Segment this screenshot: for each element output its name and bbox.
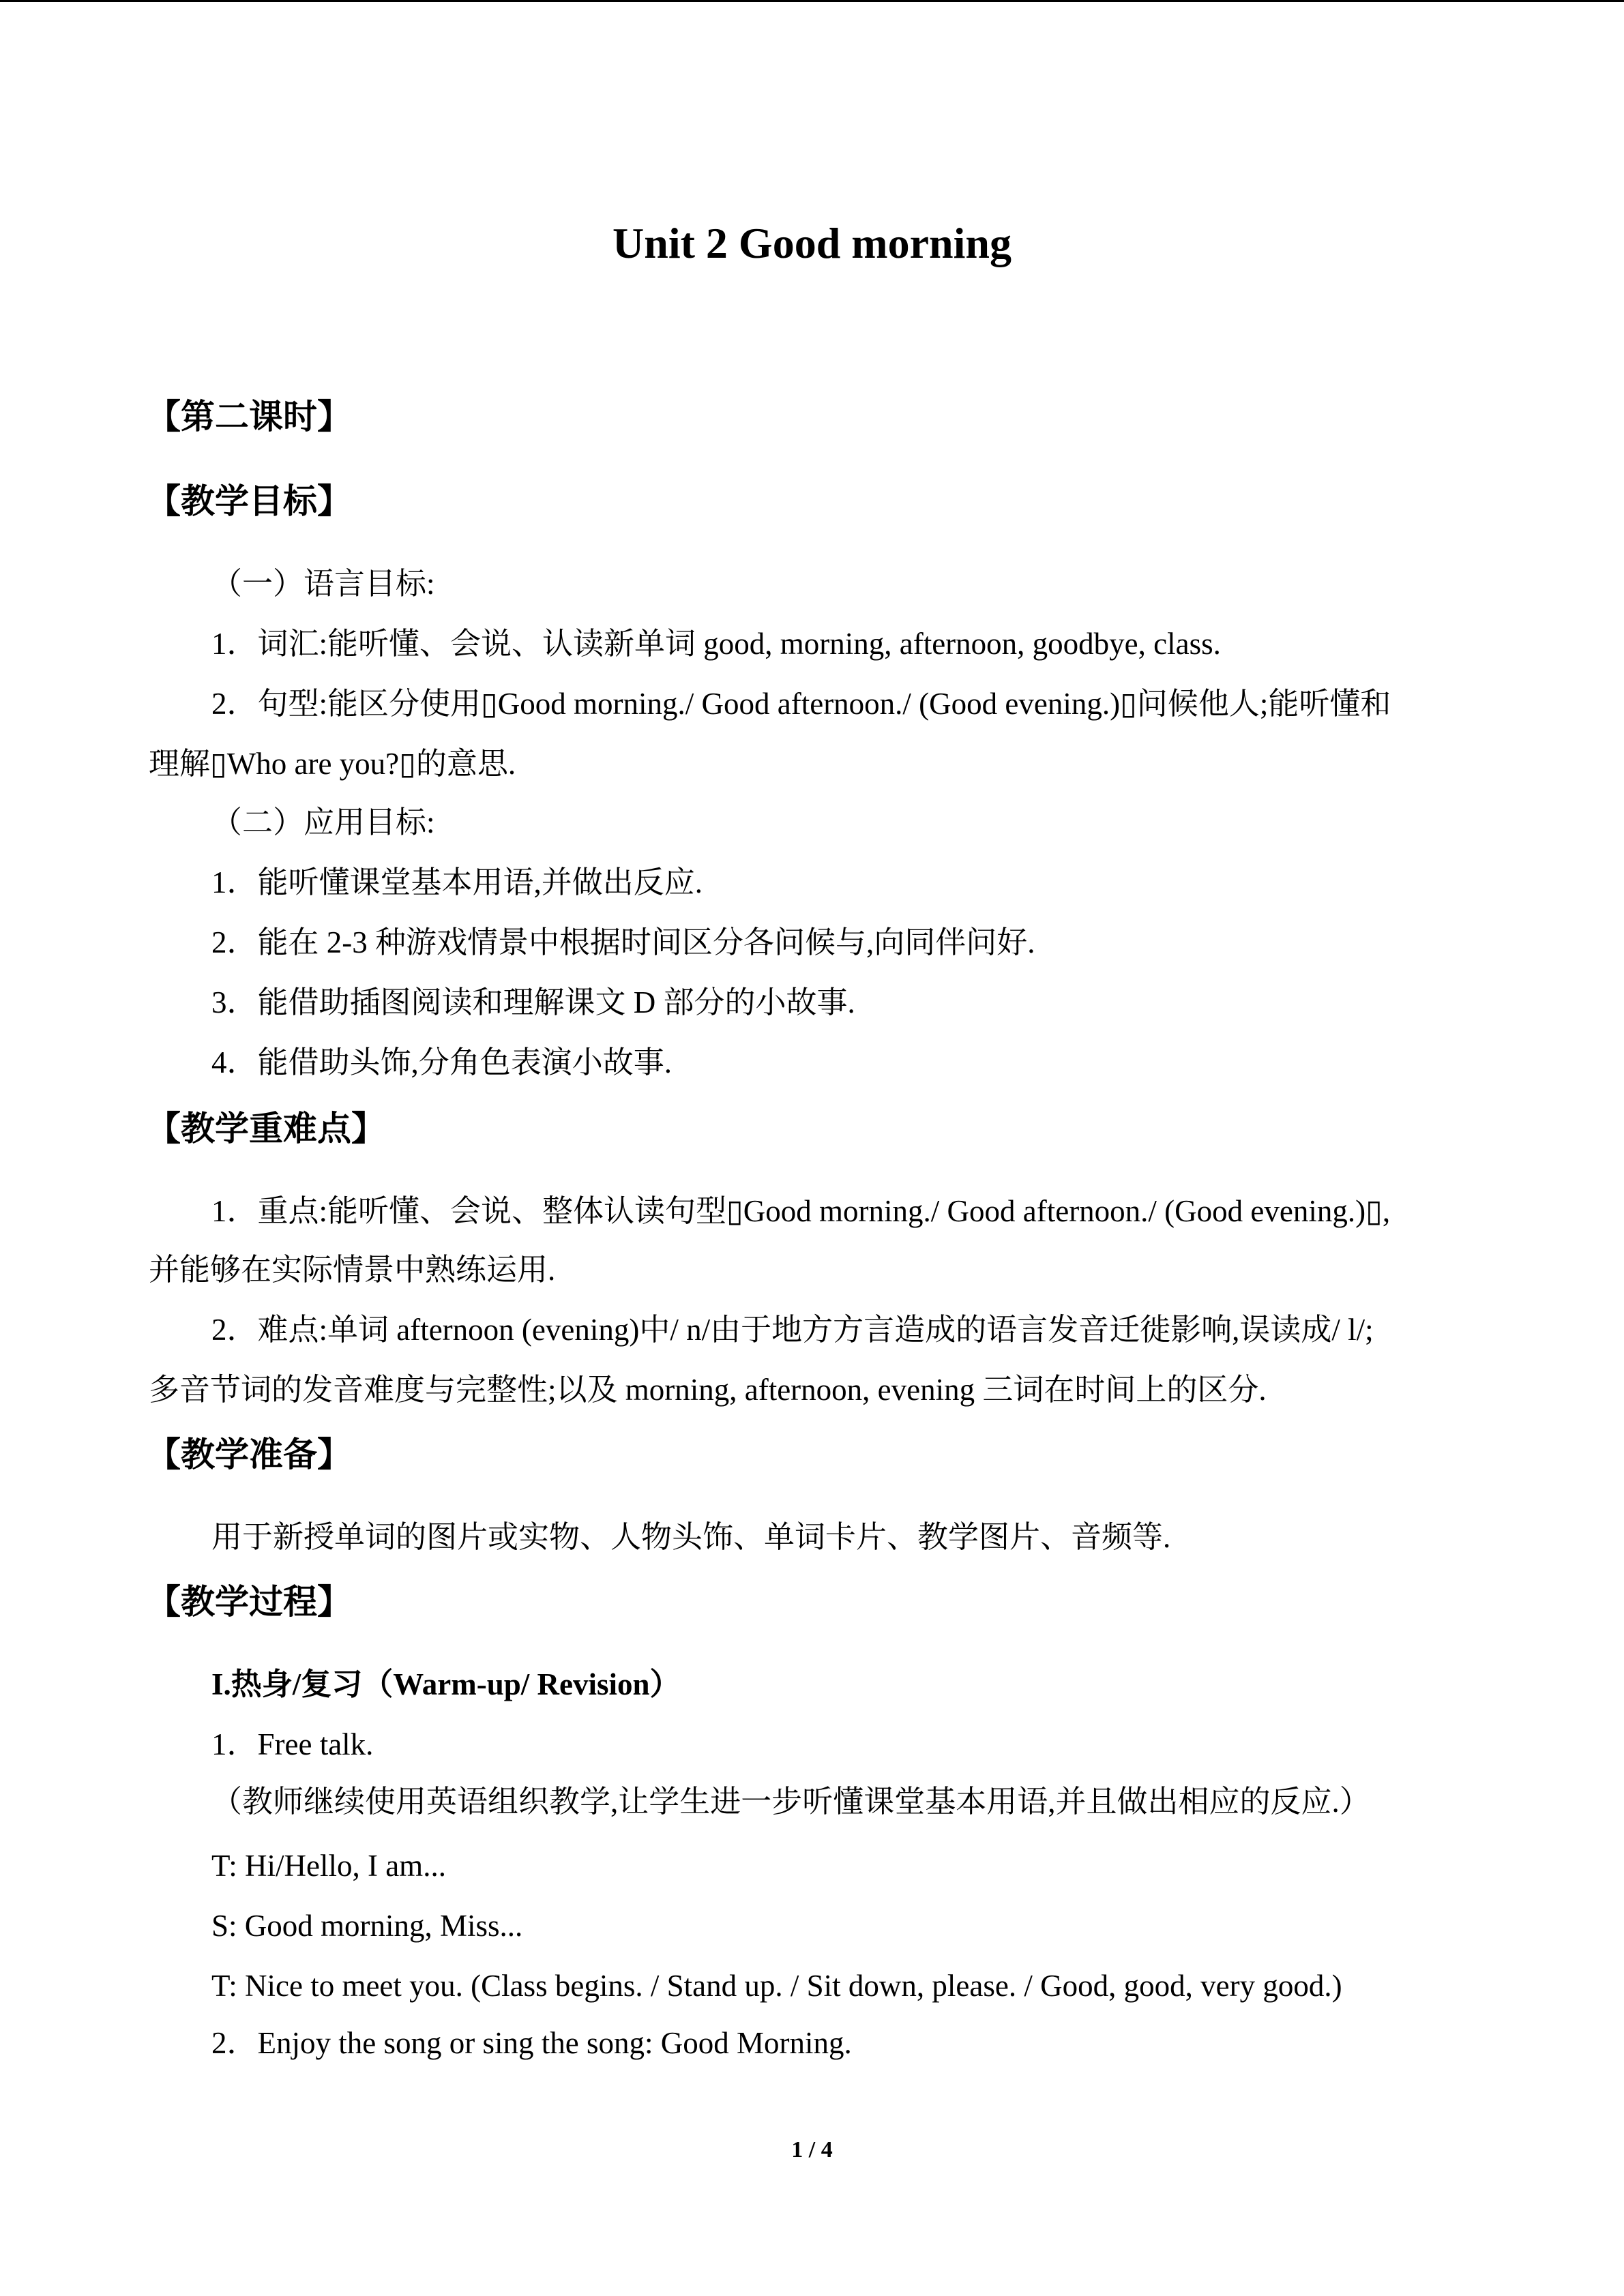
dialogue-teacher-1: T: Hi/Hello, I am...	[211, 1849, 446, 1883]
application-goals-heading: （二）应用目标:	[211, 805, 435, 839]
section-heading-process: 【教学过程】	[147, 1582, 351, 1622]
sentence-pattern-goal-cont: 理解▯Who are you?▯的意思.	[149, 747, 516, 781]
section-heading-lesson: 【第二课时】	[147, 397, 351, 436]
difficulty-cont: 多音节词的发音难度与完整性;以及 morning, afternoon, evening 三词在时间上的区分.	[149, 1373, 1267, 1407]
sentence-pattern-goal: 2．句型:能区分使用▯Good morning./ Good afternoon./ (Good evening.)▯问候他人;能听懂和	[211, 687, 1391, 721]
application-goal-4: 4．能借助头饰,分角色表演小故事.	[211, 1045, 673, 1079]
language-goals-heading: （一）语言目标:	[211, 567, 435, 601]
difficulty: 2．难点:单词 afternoon (evening)中/ n/由于地方方言造成的语言发音迁徙影响,误读成/ l/;	[211, 1313, 1374, 1347]
dialogue-teacher-2: T: Nice to meet you. (Class begins. / Stand up. / Sit down, please. / Good, good, very good.)	[211, 1969, 1342, 2003]
preparation-text: 用于新授单词的图片或实物、人物头饰、单词卡片、教学图片、音频等.	[211, 1520, 1171, 1554]
page-number: 1 / 4	[791, 2137, 833, 2162]
dialogue-student-1: S: Good morning, Miss...	[211, 1909, 523, 1943]
teacher-note: （教师继续使用英语组织教学,让学生进一步听懂课堂基本用语,并且做出相应的反应.）	[211, 1785, 1370, 1819]
section-heading-key-points: 【教学重难点】	[147, 1109, 385, 1148]
song-item: 2．Enjoy the song or sing the song: Good Morning.	[211, 2026, 852, 2060]
section-heading-objectives: 【教学目标】	[147, 481, 351, 521]
application-goal-3: 3．能借助插图阅读和理解课文 D 部分的小故事.	[211, 985, 855, 1019]
key-focus-cont: 并能够在实际情景中熟练运用.	[149, 1253, 556, 1287]
application-goal-1: 1．能听懂课堂基本用语,并做出反应.	[211, 865, 703, 899]
vocabulary-goal: 1．词汇:能听懂、会说、认读新单词 good, morning, afternoon, goodbye, class.	[211, 627, 1221, 661]
key-focus: 1．重点:能听懂、会说、整体认读句型▯Good morning./ Good afternoon./ (Good evening.)▯,	[211, 1194, 1391, 1228]
page-title: Unit 2 Good morning	[612, 219, 1012, 267]
section-heading-preparation: 【教学准备】	[147, 1435, 351, 1474]
application-goal-2: 2．能在 2-3 种游戏情景中根据时间区分各问候与,向同伴问好.	[211, 925, 1035, 959]
warm-up-heading: I.热身/复习（Warm-up/ Revision）	[211, 1667, 681, 1701]
free-talk-item: 1．Free talk.	[211, 1727, 374, 1761]
